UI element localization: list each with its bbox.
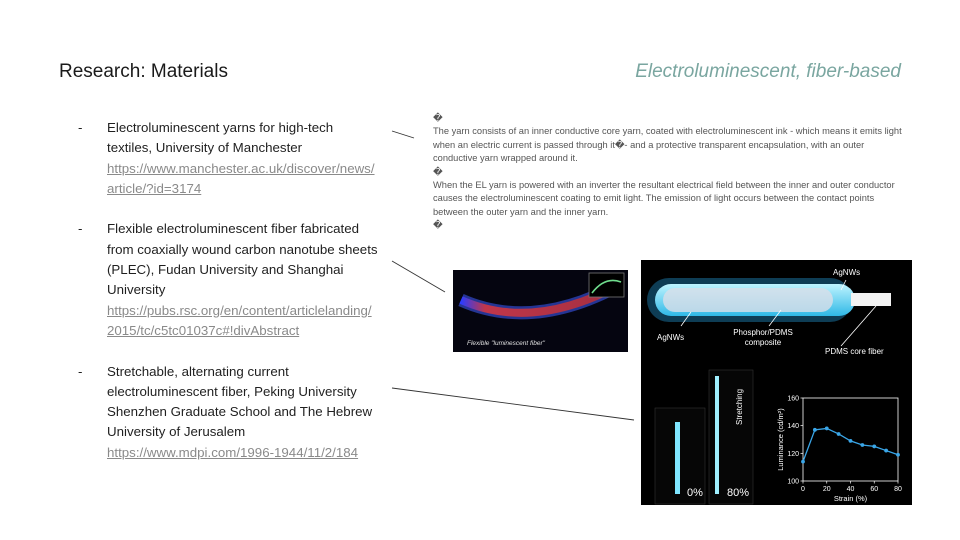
y-tick-label: 120 xyxy=(787,450,799,458)
reference-link[interactable]: https://www.mdpi.com/1996-1944/11/2/184 xyxy=(107,444,359,460)
bullet-text: Stretchable, alternating current electroluminescent fiber, Peking University Shenzhen Graduate School and The Hebrew University of Jerusalem xyxy=(107,363,373,440)
list-item xyxy=(78,362,378,463)
list-item xyxy=(78,118,378,199)
label-stretching: Stretching xyxy=(735,388,744,425)
caption-paragraph: When the EL yarn is powered with an inverter the resultant electrical field between the inner and outer conductor causes the electroluminescent coating to emit light. The emission of light occurs between the contact points between the outer yarn and the inner yarn. xyxy=(433,180,895,217)
label-agnws: AgNWs xyxy=(833,268,861,277)
label-phosphor-line: composite xyxy=(744,338,782,347)
data-point xyxy=(872,445,876,449)
x-tick-label: 0 xyxy=(801,486,805,493)
label-phosphor-line: Phosphor/PDMS xyxy=(733,328,793,337)
y-tick-label: 100 xyxy=(787,478,799,486)
bullet-text: Electroluminescent yarns for high-tech textiles, University of Manchester xyxy=(107,120,334,156)
leader-line xyxy=(392,131,414,138)
label-agnws: AgNWs xyxy=(657,333,685,342)
stretchable-fiber-figure xyxy=(641,260,912,505)
caption-text-image xyxy=(433,112,903,233)
y-tick-label: 140 xyxy=(787,423,799,431)
bullet-list xyxy=(78,118,378,483)
caption-paragraph: The yarn consists of an inner conductive core yarn, coated with electroluminescent ink - which means it emits light when an electric current is passed through it�- and a protective transparent encapsulation, with an outer conductive yarn wrapped around it. xyxy=(433,126,902,164)
data-point xyxy=(860,443,864,447)
list-item xyxy=(78,219,378,341)
label-strain-80: 80% xyxy=(727,487,750,499)
caption-glyph: � xyxy=(433,166,443,177)
image-label: Flexible "luminescent fiber" xyxy=(467,340,545,347)
series-line xyxy=(803,428,898,461)
label-core-fiber: PDMS core fiber xyxy=(825,347,884,356)
y-axis-label: Luminance (cd/m²) xyxy=(776,408,785,471)
data-point xyxy=(849,439,853,443)
reference-link[interactable]: https://www.manchester.ac.uk/discover/news/article/?id=3174 xyxy=(107,160,375,196)
bullet-dash: - xyxy=(78,221,83,237)
inset-frame xyxy=(589,273,624,297)
x-tick-label: 60 xyxy=(870,486,879,493)
label-strain-0: 0% xyxy=(687,487,703,499)
data-point xyxy=(813,428,817,432)
luminescent-fiber-image xyxy=(453,270,628,352)
x-tick-label: 80 xyxy=(894,486,902,493)
x-tick-label: 40 xyxy=(846,486,855,493)
slide-title: Research: Materials xyxy=(59,61,228,82)
slide-subtitle: Electroluminescent, fiber-based xyxy=(635,61,901,82)
x-tick-label: 20 xyxy=(822,486,831,493)
leader-line xyxy=(392,388,634,420)
data-point xyxy=(801,460,805,464)
caption-glyph: � xyxy=(433,220,443,231)
leader-line xyxy=(392,261,445,292)
bullet-dash: - xyxy=(78,363,83,379)
y-tick-label: 160 xyxy=(787,395,799,403)
data-point xyxy=(884,449,888,453)
data-point xyxy=(837,432,841,436)
x-axis-label: Strain (%) xyxy=(833,494,868,503)
reference-link[interactable]: https://pubs.rsc.org/en/content/articlelanding/2015/tc/c5tc01037c#!divAbstract xyxy=(107,302,372,338)
data-point xyxy=(896,453,900,457)
bullet-dash: - xyxy=(78,120,83,135)
data-point xyxy=(825,427,829,431)
caption-glyph: � xyxy=(433,113,443,123)
luminance-chart xyxy=(641,260,912,505)
bullet-text: Flexible electroluminescent fiber fabricated from coaxially wound carbon nanotube sheets (PLEC), Fudan University and Shanghai University xyxy=(107,221,378,298)
